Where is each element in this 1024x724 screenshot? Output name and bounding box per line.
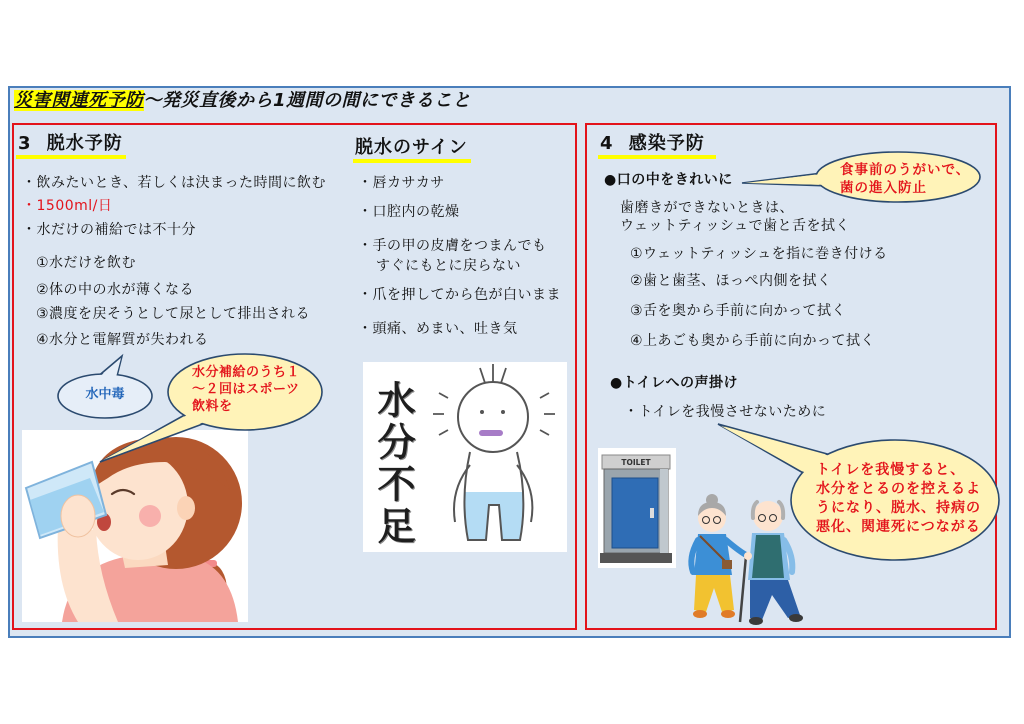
- sign-item: ・頭痛、めまい、吐き気: [358, 321, 518, 337]
- mouth-cleaning-step: ③舌を奥から手前に向かって拭く: [630, 303, 847, 319]
- dehydration-step: ②体の中の水が薄くなる: [36, 282, 195, 298]
- toilet-callout-text: [816, 461, 981, 537]
- dry-lips: [479, 430, 503, 436]
- dehydration-bullet: ・飲みたいとき、若しくは決まった時間に飲む: [22, 175, 326, 191]
- page-title-highlight: 災害関連死予防: [14, 90, 144, 111]
- dehydration-illustration-text: 水分不足: [371, 380, 415, 548]
- figure-head: [458, 382, 528, 452]
- elderly-couple-walking-icon: [691, 494, 803, 625]
- sign-item: ・手の甲の皮膚をつまんでも: [358, 238, 547, 254]
- woman-pants: [694, 575, 734, 612]
- walking-cane: [740, 556, 746, 622]
- toilet-sign: TOILET: [621, 458, 651, 467]
- dehydration-step: ①水だけを飲む: [36, 255, 137, 271]
- right-eye: [501, 410, 505, 414]
- dehydration-step: ④水分と電解質が失われる: [36, 332, 209, 348]
- callout-line: 菌の進入防止: [840, 180, 927, 196]
- mouth-cleaning-step: ④上あごも奥から手前に向かって拭く: [630, 333, 876, 349]
- man-vest: [752, 535, 784, 578]
- dehydration-signs-heading-underline: [353, 159, 471, 163]
- sign-item: ・口腔内の乾燥: [358, 204, 460, 220]
- mouth-cleaning-heading: ●口の中をきれいに: [604, 172, 733, 188]
- bag: [722, 560, 732, 569]
- callout-line: うになり、脱水、持病の: [816, 500, 981, 516]
- toilet-base: [600, 553, 672, 563]
- man-pants: [750, 580, 800, 620]
- callout-line: 水分補給のうち１: [192, 365, 301, 380]
- portable-toilet-icon: [598, 448, 676, 568]
- cheek: [139, 505, 161, 527]
- man-shoe-left: [749, 617, 763, 625]
- callout-line: 食事前のうがいで、: [840, 162, 971, 178]
- callout-line: 水分をとるのを控えるよ: [816, 481, 981, 497]
- sign-item: ・爪を押してから色が白いまま: [358, 287, 561, 303]
- girl-drinking-water-icon: [22, 430, 248, 622]
- toilet-prompt-heading: ●トイレへの声掛け: [610, 375, 739, 391]
- sign-item: ・唇カサカサ: [358, 175, 445, 191]
- mouth-cleaning-intro: ウェットティッシュで歯と舌を拭く: [620, 218, 851, 234]
- callout-line: トイレを我慢すると、: [816, 462, 966, 478]
- dehydration-heading: 3 脱水予防: [18, 133, 123, 154]
- sports-drink-callout-text: [192, 364, 300, 415]
- mouth-cleaning-step: ②歯と歯茎、ほっぺ内側を拭く: [630, 273, 832, 289]
- dehydration-bullet: ・水だけの補給では不十分: [22, 222, 196, 238]
- man-head: [753, 501, 783, 531]
- mouth-cleaning-step: ①ウェットティッシュを指に巻き付ける: [630, 246, 888, 262]
- door-handle: [650, 508, 654, 518]
- mouth-cleaning-intro: 歯磨きができないときは、: [620, 200, 794, 216]
- callout-line: ～２回はスポーツ: [192, 382, 300, 397]
- left-eye: [480, 410, 484, 414]
- joined-hands: [744, 552, 752, 560]
- page-title-rest: ～発災直後から1週間の間にできること: [143, 90, 472, 111]
- elderly-man: [740, 501, 803, 625]
- gargle-callout-text: [840, 161, 970, 197]
- toilet-prompt-bullet: ・トイレを我慢させないために: [624, 404, 827, 420]
- infection-heading-underline: [598, 155, 716, 159]
- bubble-tail-joint: [745, 173, 833, 185]
- water-intoxication-callout-text: 水中毒: [85, 387, 125, 402]
- toilet-side-panel: [660, 469, 668, 553]
- dehydration-step: ③濃度を戻そうとして尿として排出される: [36, 306, 311, 322]
- dehydration-heading-underline: [16, 155, 126, 159]
- infection-heading: 4 感染予防: [600, 133, 705, 154]
- elderly-woman: [691, 494, 748, 618]
- man-shoe-right: [789, 614, 803, 622]
- sign-item-continuation: すぐにもとに戻らない: [376, 258, 521, 274]
- callout-line: 悪化、関連死につながる: [816, 519, 981, 535]
- hand: [61, 495, 95, 537]
- dehydration-bullet-daily-amount: ・1500ml/日: [22, 198, 113, 214]
- ear: [177, 496, 195, 520]
- page-title: [14, 91, 471, 111]
- dehydration-signs-heading: 脱水のサイン: [355, 137, 468, 158]
- woman-right-arm: [726, 540, 748, 556]
- woman-shoe-left: [693, 610, 707, 618]
- woman-shoe-right: [721, 610, 735, 618]
- callout-line: 飲料を: [192, 399, 233, 414]
